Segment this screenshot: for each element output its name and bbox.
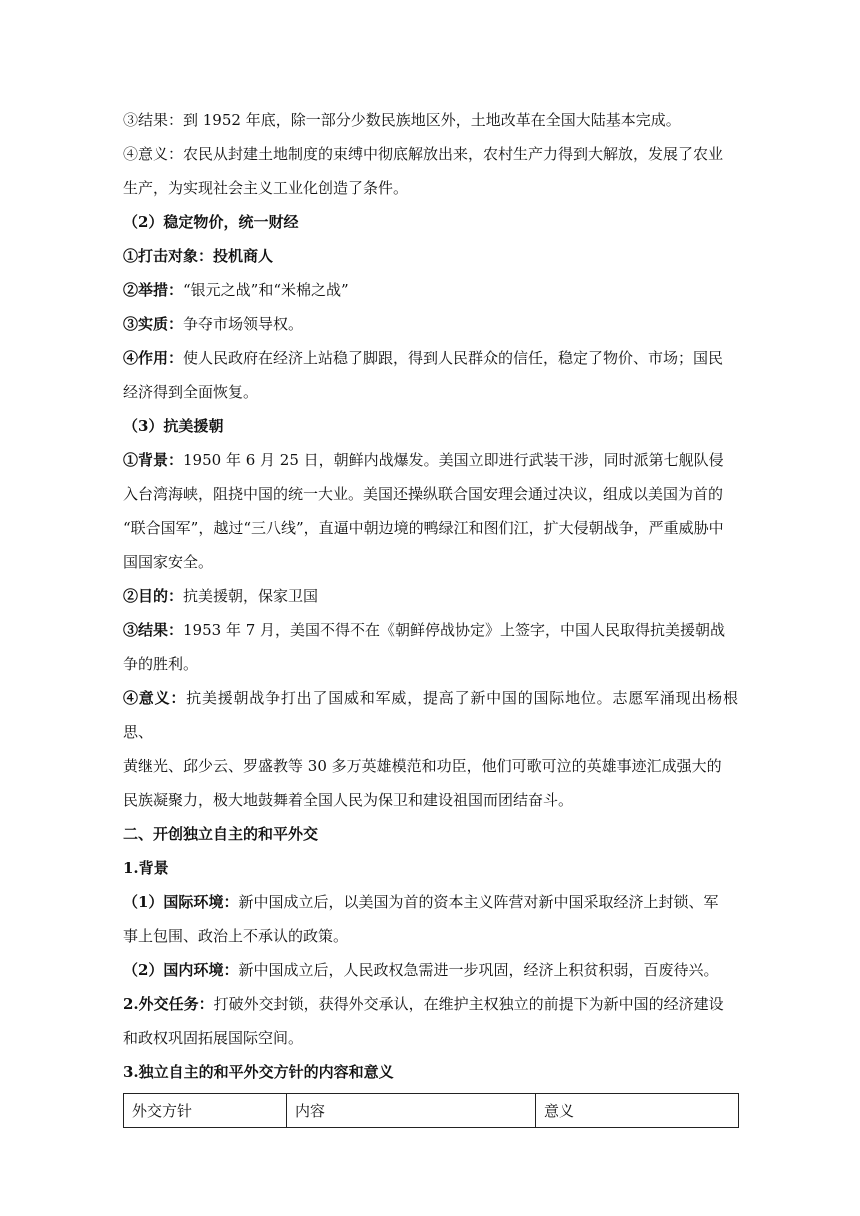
text-line: 生产，为实现社会主义工业化创造了条件。 [123,179,409,197]
heading-text: （3）抗美援朝 [123,417,224,435]
text-line: 争的胜利。 [123,655,199,673]
text-line: 国国家安全。 [123,553,214,571]
text-line: 事上包围、政治上不承认的政策。 [123,927,349,945]
item-text: 抗美援朝，保家卫国 [183,587,319,605]
heading-text: 1.背景 [123,859,169,877]
document-body [123,103,738,1128]
item-label: ③结果： [123,621,184,639]
item-label: （1）国际环境： [123,893,239,911]
item-text: 新中国成立后，人民政权急需进一步巩固，经济上积贫积弱，百废待兴。 [238,961,719,979]
paragraph [123,987,738,1055]
paragraph [123,137,738,205]
item-label: ①背景： [123,451,184,469]
item-label: ④作用： [123,349,184,367]
section-heading [123,817,738,851]
item-text: 1953 年 7 月，美国不得不在《朝鲜停战协定》上签字，中国人民取得抗美援朝战 [183,621,726,639]
item-label: ②目的： [123,587,184,605]
heading-text: （2）稳定物价，统一财经 [123,213,299,231]
text-line: ①打击对象：投机商人 [123,247,274,265]
paragraph [123,681,738,817]
section-heading [123,851,738,885]
text-line: “联合国军”，越过“三八线”，直逼中朝边境的鸭绿江和图们江，扩大侵朝战争，严重威胁中 [123,519,724,537]
item-label: ④意义： [123,689,187,707]
policy-table [123,1093,739,1128]
item-text: “银元之战”和“米棉之战” [183,281,349,299]
section-heading [123,409,738,443]
item-label: 2.外交任务： [123,995,214,1013]
paragraph [123,443,738,579]
text-line: ③结果：到 1952 年底，除一部分少数民族地区外，土地改革在全国大陆基本完成。 [123,111,681,129]
item-text: 新中国成立后，以美国为首的资本主义阵营对新中国采取经济上封锁、军 [238,893,719,911]
section-heading [123,1055,738,1089]
item-text: 1950 年 6 月 25 日，朝鲜内战爆发。美国立即进行武装干涉，同时派第七舰队侵 [183,451,724,469]
item-text: 抗美援朝战争打出了国威和军威，提高了新中国的国际地位。志愿军涌现出杨根思、 [123,689,738,741]
item-label: （2）国内环境： [123,961,239,979]
text-line: 入台湾海峡，阻挠中国的统一大业。美国还操纵联合国安理会通过决议，组成以美国为首的 [123,485,724,503]
item-label: ②举措： [123,281,184,299]
paragraph [123,613,738,681]
paragraph [123,341,738,409]
section-heading [123,205,738,239]
heading-text: 3.独立自主的和平外交方针的内容和意义 [123,1063,394,1081]
table-header-cell: 意义 [536,1094,739,1128]
text-line: ④意义：农民从封建土地制度的束缚中彻底解放出来，农村生产力得到大解放，发展了农业 [123,145,724,163]
paragraph [123,239,738,273]
table-header-row [124,1094,739,1128]
text-line: 和政权巩固拓展国际空间。 [123,1029,304,1047]
text-line: 黄继光、邱少云、罗盛教等 30 多万英雄模范和功臣，他们可歌可泣的英雄事迹汇成强大的 [123,757,722,775]
paragraph [123,307,738,341]
item-label: ③实质： [123,315,184,333]
paragraph [123,885,738,953]
table-header-cell: 外交方针 [124,1094,287,1128]
paragraph [123,579,738,613]
heading-text: 二、开创独立自主的和平外交 [123,825,319,843]
table-header-cell: 内容 [287,1094,536,1128]
text-line: 经济得到全面恢复。 [123,383,259,401]
paragraph [123,273,738,307]
item-text: 争夺市场领导权。 [183,315,304,333]
paragraph [123,953,738,987]
text-line: 民族凝聚力，极大地鼓舞着全国人民为保卫和建设祖国而团结奋斗。 [123,791,574,809]
item-text: 打破外交封锁，获得外交承认，在维护主权独立的前提下为新中国的经济建设 [213,995,724,1013]
item-text: 使人民政府在经济上站稳了脚跟，得到人民群众的信任，稳定了物价、市场；国民 [183,349,724,367]
paragraph [123,103,738,137]
